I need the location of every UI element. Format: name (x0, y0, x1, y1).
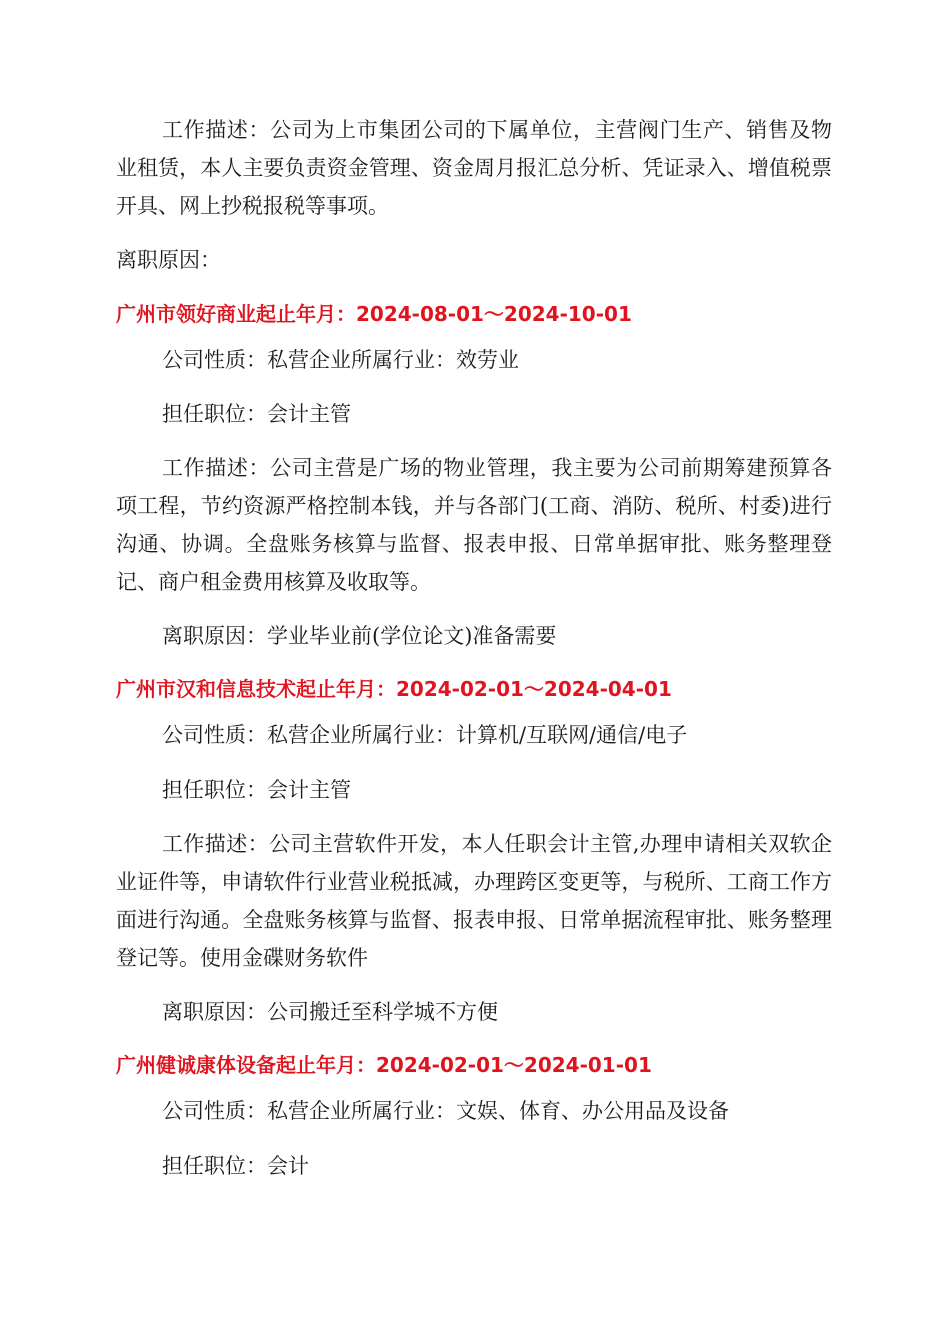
job-heading: 广州市领好商业起止年月：2024-08-01～2024-10-01 (116, 302, 632, 326)
job-position: 担任职位：会计主管 (162, 778, 351, 802)
company-nature: 公司性质：私营企业所属行业：文娱、体育、办公用品及设备 (162, 1099, 729, 1123)
leave-reason: 离职原因：公司搬迁至科学城不方便 (162, 1000, 498, 1024)
company-nature: 公司性质：私营企业所属行业：计算机/互联网/通信/电子 (162, 723, 688, 747)
leave-reason: 离职原因：学业毕业前(学位论文)准备需要 (162, 624, 557, 648)
intro-work-description: 工作描述：公司为上市集团公司的下属单位，主营阀门生产、销售及物业租赁，本人主要负责资金管理、资金周月报汇总分析、凭证录入、增值税票开具、网上抄税报税等事项。 (116, 118, 832, 218)
work-description: 工作描述：公司主营软件开发，本人任职会计主管,办理申请相关双软企业证件等，申请软件行业营业税抵减，办理跨区变更等，与税所、工商工作方面进行沟通。全盘账务核算与监督、报表申报、日常单据流程审批、账务整理登记等。使用金碟财务软件 (116, 832, 832, 970)
job-position: 担任职位：会计 (162, 1154, 309, 1178)
job-position: 担任职位：会计主管 (162, 402, 351, 426)
intro-leave-reason: 离职原因： (116, 248, 221, 272)
company-nature: 公司性质：私营企业所属行业：效劳业 (162, 348, 519, 372)
job-heading: 广州健诚康体设备起止年月：2024-02-01～2024-01-01 (116, 1053, 652, 1077)
work-description: 工作描述：公司主营是广场的物业管理，我主要为公司前期筹建预算各项工程，节约资源严格控制本钱，并与各部门(工商、消防、税所、村委)进行沟通、协调。全盘账务核算与监督、报表申报、日常单据审批、账务整理登记、商户租金费用核算及收取等。 (116, 456, 832, 594)
job-heading: 广州市汉和信息技术起止年月：2024-02-01～2024-04-01 (116, 677, 672, 701)
